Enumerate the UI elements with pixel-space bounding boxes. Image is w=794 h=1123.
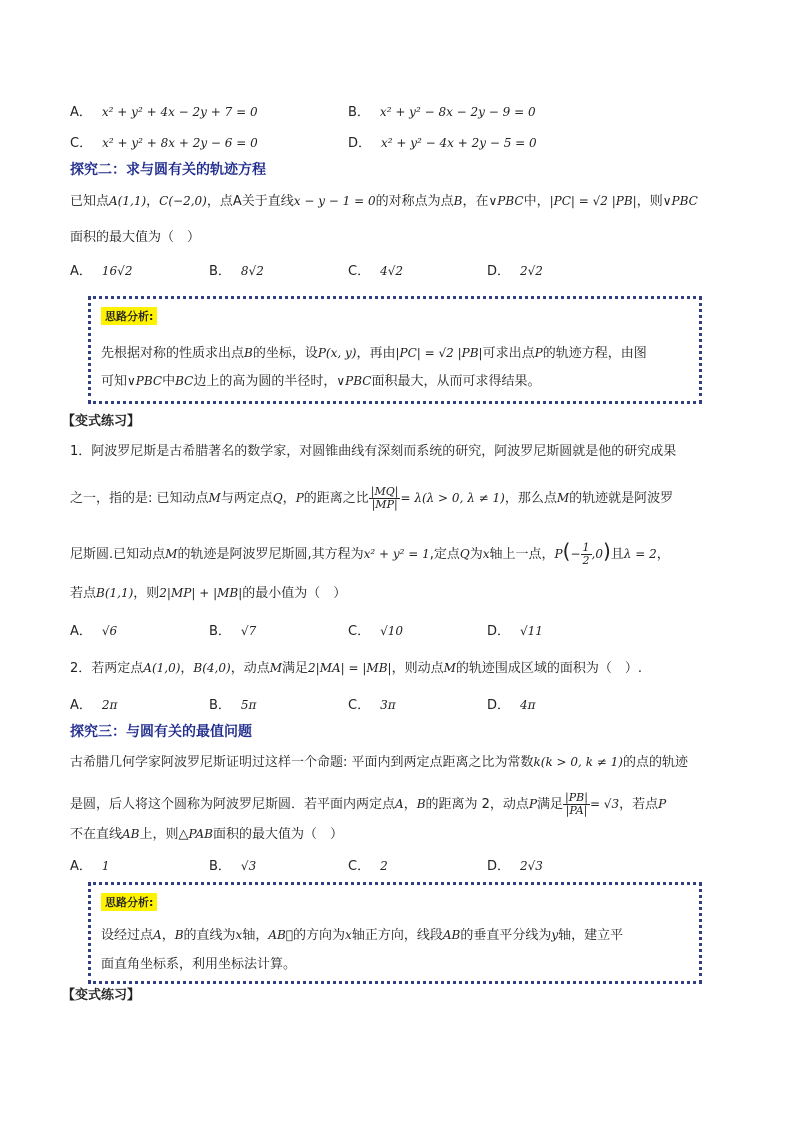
variant-heading: 【变式练习】 <box>62 988 141 1003</box>
section-heading-3: 探究三：与圆有关的最值问题 <box>70 724 252 740</box>
problem-text: 不在直线AB上，则△PAB面积的最大值为（ ） <box>70 827 343 842</box>
analysis-box <box>88 882 702 984</box>
option-c: C． 3π <box>348 698 396 713</box>
analysis-text: 先根据对称的性质求出点B的坐标，设P(x, y)，再由|PC| = √2 |PB|可求出点P的轨迹方程，由图 <box>101 346 647 361</box>
analysis-box <box>88 296 702 404</box>
option-text: x² + y² + 8x + 2y − 6 = 0 <box>102 136 258 150</box>
option-text: x² + y² + 4x − 2y + 7 = 0 <box>101 105 258 119</box>
option-label: D． <box>348 136 372 151</box>
option-a: A． 1 <box>70 859 110 874</box>
option-d: D． √11 <box>487 624 543 639</box>
analysis-tag: 思路分析: <box>101 893 157 911</box>
analysis-tag: 思路分析: <box>101 307 157 325</box>
option-c <box>70 133 258 154</box>
option-b: B． √3 <box>209 859 257 874</box>
variant-heading: 【变式练习】 <box>62 414 141 429</box>
problem-text: 是圆，后人将这个圆称为阿波罗尼斯圆．若平面内两定点A，B的距离为 2，动点P满足 $\frac{|PB|}{|PA|}$ = √3，若点P <box>70 791 667 817</box>
problem-text: 1．阿波罗尼斯是古希腊著名的数学家，对圆锥曲线有深刻而系统的研究，阿波罗尼斯圆就是他的研究成果 <box>70 444 677 459</box>
option-d: D． 2√2 <box>487 264 543 279</box>
option-a: A． 2π <box>70 698 118 713</box>
option-a: A． 16√2 <box>70 264 133 279</box>
option-d: D． 2√3 <box>487 859 543 874</box>
problem-text: 已知点A(1,1)，C(−2,0)，点A关于直线x − y − 1 = 0的对称点为点B，在∨PBC中，|PC| = √2 |PB|，则∨PBC <box>70 194 698 209</box>
option-label: B． <box>348 105 370 120</box>
option-a <box>70 102 258 123</box>
problem-text: 古希腊几何学家阿波罗尼斯证明过这样一个命题: 平面内到两定点距离之比为常数k(k > 0, k ≠ 1)的点的轨迹 <box>70 755 688 770</box>
analysis-text: 设经过点A，B的直线为x轴，AB⃗的方向为x轴正方向，线段AB的垂直平分线为y轴，建立平 <box>101 928 624 943</box>
option-text: x² + y² − 8x − 2y − 9 = 0 <box>379 105 536 119</box>
problem-text: 尼斯圆.已知动点M的轨迹是阿波罗尼斯圆,其方程为x² + y² = 1,定点Q为x轴上一点，P(− $\frac{1}{2}$ ,0)且λ = 2， <box>70 539 670 567</box>
option-c: C． 2 <box>348 859 388 874</box>
section-heading-2: 探究二：求与圆有关的轨迹方程 <box>70 162 266 178</box>
option-d: D． 4π <box>487 698 536 713</box>
option-b: B． √7 <box>209 624 257 639</box>
option-b: B． 8√2 <box>209 264 264 279</box>
option-b <box>348 102 536 123</box>
problem-text: 若点B(1,1)，则2|MP| + |MB|的最小值为（ ） <box>70 586 347 601</box>
option-text: x² + y² − 4x + 2y − 5 = 0 <box>381 136 537 150</box>
option-a: A． √6 <box>70 624 118 639</box>
option-label: A． <box>70 105 92 120</box>
problem-text: 2．若两定点A(1,0)，B(4,0)，动点M满足2|MA| = |MB|，则动点M的轨迹围成区域的面积为（ ）. <box>70 661 643 676</box>
problem-text: 之一，指的是: 已知动点M与两定点Q，P的距离之比 $\frac{|MQ|}{|MP|}$ = λ(λ > 0, λ ≠ 1)，那么点M的轨迹就是阿波罗 <box>70 485 674 511</box>
problem-text: 面积的最大值为（ ） <box>70 230 201 245</box>
analysis-text: 面直角坐标系，利用坐标法计算。 <box>101 957 297 972</box>
option-label: C． <box>70 136 93 151</box>
analysis-text: 可知∨PBC中BC边上的高为圆的半径时，∨PBC面积最大，从而可求得结果。 <box>101 374 541 389</box>
option-b: B． 5π <box>209 698 257 713</box>
option-c: C． √10 <box>348 624 403 639</box>
option-c: C． 4√2 <box>348 264 403 279</box>
option-d <box>348 133 537 154</box>
